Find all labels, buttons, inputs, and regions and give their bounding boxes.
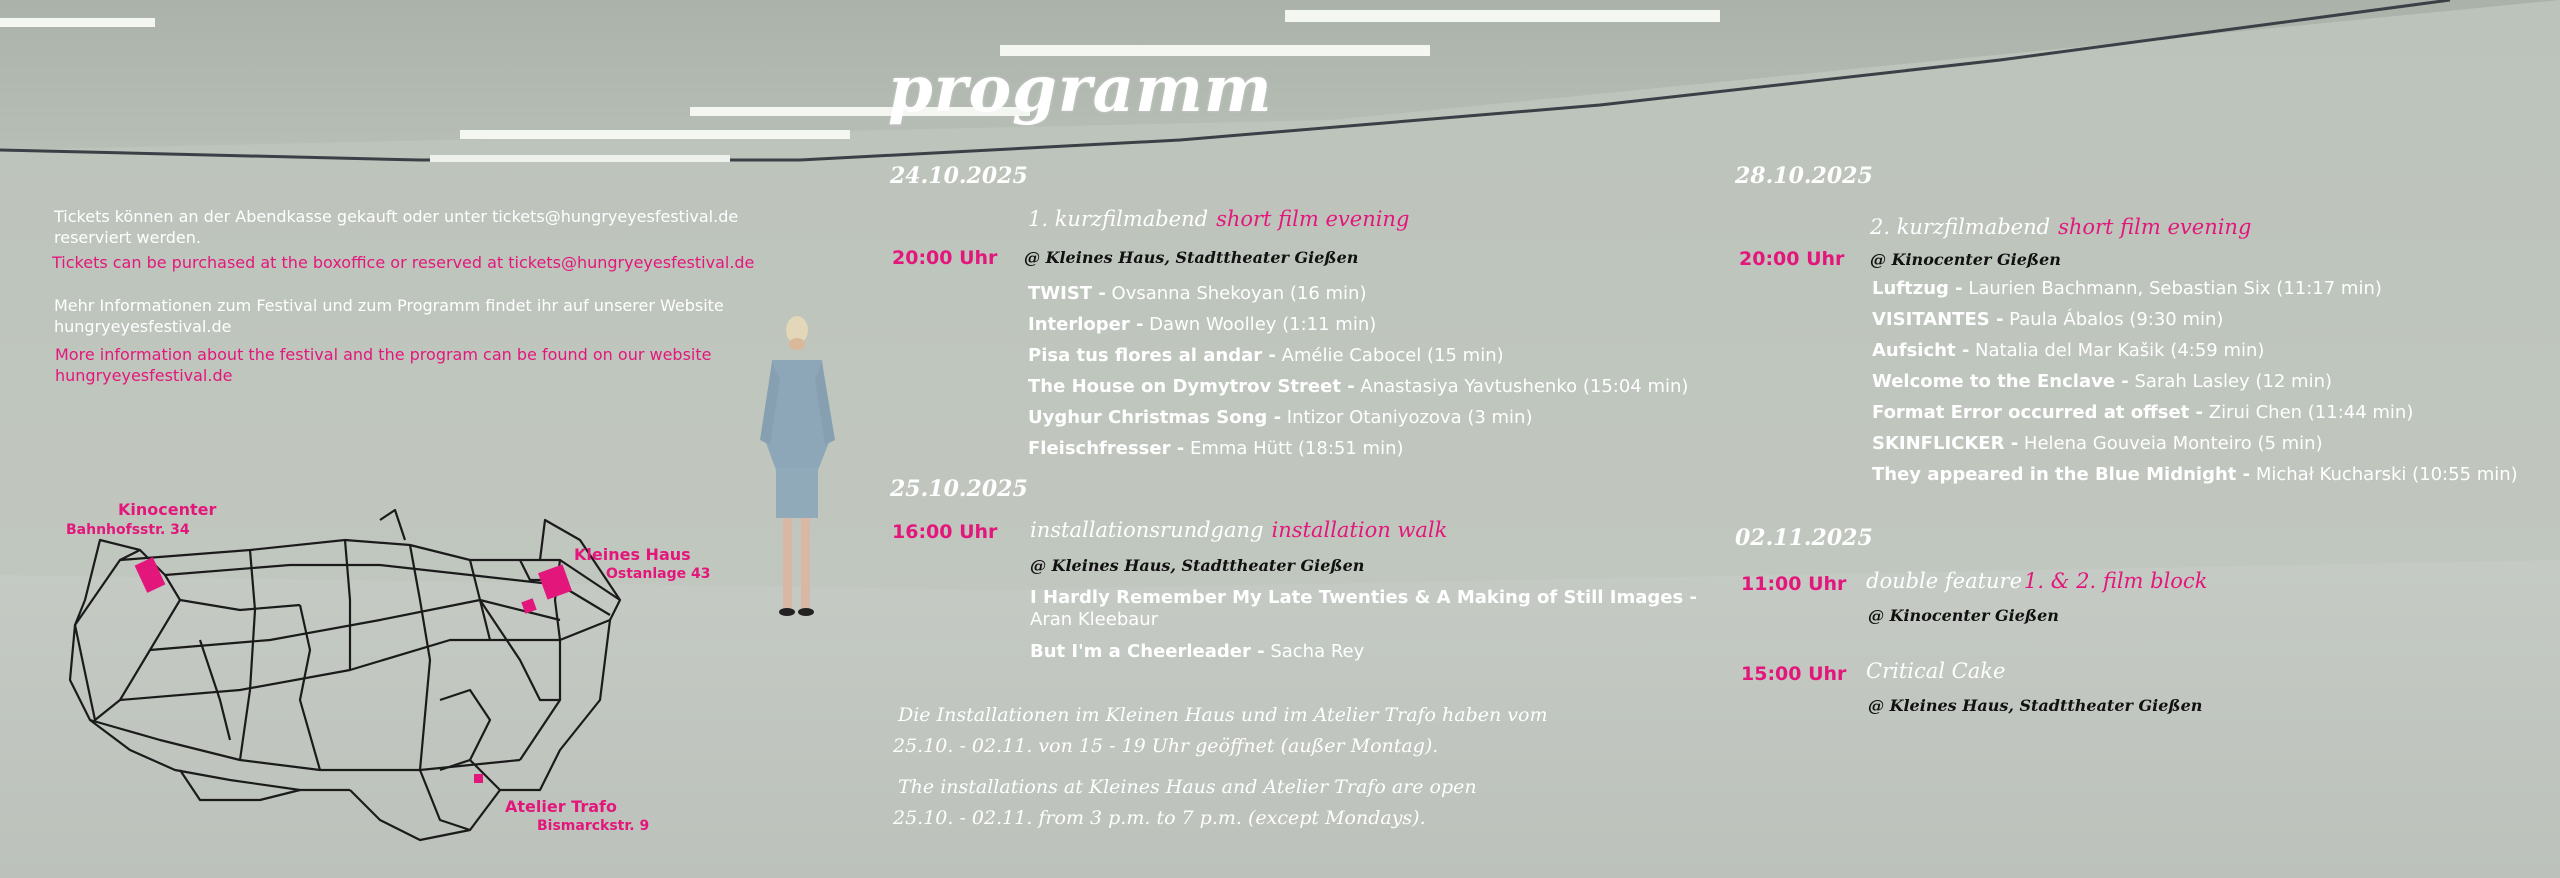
installation-item: But I'm a Cheerleader - Sacha Rey: [1030, 641, 1365, 662]
map-addr-kleines-haus: Ostanlage 43: [606, 566, 711, 582]
film-item: TWIST - Ovsanna Shekoyan (16 min): [1028, 283, 1367, 304]
film-item: They appeared in the Blue Midnight - Michał Kucharski (10:55 min): [1872, 464, 2518, 485]
installation-note-de: [893, 700, 1547, 762]
installation-list-day2: [1030, 587, 1697, 667]
venue-day2: @ Kleines Haus, Stadttheater Gießen: [1030, 556, 1365, 575]
event-title-en: installation walk: [1271, 518, 1448, 542]
event-title-day1: [1028, 207, 1409, 231]
venue-day4-2: @ Kleines Haus, Stadttheater Gießen: [1868, 696, 2203, 715]
note-de-line2: 25.10. - 02.11. von 15 - 19 Uhr geöffnet (außer Montag).: [893, 735, 1439, 757]
time-day4-2: 15:00 Uhr: [1741, 663, 1847, 685]
event-title-en: short film evening: [1216, 207, 1410, 231]
event-title-de: 2. kurzfilmabend: [1870, 215, 2051, 239]
event-title-day3: [1870, 215, 2251, 239]
ticket-info-de: [54, 206, 738, 248]
website-info-en-line1: More information about the festival and the program can be found on our website: [55, 345, 712, 364]
venue-day4-1: @ Kinocenter Gießen: [1868, 606, 2059, 625]
note-de-line1: Die Installationen im Kleinen Haus und im Atelier Trafo haben vom: [898, 704, 1548, 726]
installation-note-en: [893, 772, 1477, 834]
website-link-en[interactable]: hungryeyesfestival.de: [55, 366, 233, 385]
film-item: Uyghur Christmas Song - Intizor Otaniyozova (3 min): [1028, 407, 1533, 428]
ticket-info-de-line2: reserviert werden.: [54, 228, 201, 247]
venue-day1: @ Kleines Haus, Stadttheater Gießen: [1024, 248, 1359, 267]
time-day3: 20:00 Uhr: [1739, 248, 1845, 270]
time-day4-1: 11:00 Uhr: [1741, 573, 1847, 595]
date-day3: 28.10.2025: [1735, 163, 1873, 189]
installation-item: I Hardly Remember My Late Twenties & A Making of Still Images -: [1030, 587, 1697, 608]
note-en-line2: 25.10. - 02.11. from 3 p.m. to 7 p.m. (except Mondays).: [893, 807, 1426, 829]
film-item: Interloper - Dawn Woolley (1:11 min): [1028, 314, 1377, 335]
film-item: Format Error occurred at offset - Zirui Chen (11:44 min): [1872, 402, 2414, 423]
venue-day3: @ Kinocenter Gießen: [1870, 250, 2061, 269]
page-title: programm: [888, 52, 1273, 127]
film-item: SKINFLICKER - Helena Gouveia Monteiro (5 min): [1872, 433, 2323, 454]
website-info-de-line1: Mehr Informationen zum Festival und zum Programm findet ihr auf unserer Website: [54, 296, 724, 315]
map-label-atelier-trafo: Atelier Trafo: [505, 797, 617, 816]
event-title-de: installationsrundgang: [1030, 518, 1264, 542]
film-list-day3: [1872, 273, 2518, 490]
note-en-line1: The installations at Kleines Haus and Atelier Trafo are open: [898, 776, 1477, 798]
film-item: Fleischfresser - Emma Hütt (18:51 min): [1028, 438, 1404, 459]
website-link-de[interactable]: hungryeyesfestival.de: [54, 317, 232, 336]
website-info-en: [55, 344, 711, 386]
film-item: Aufsicht - Natalia del Mar Kašik (4:59 min): [1872, 340, 2265, 361]
event-title-de: double feature: [1866, 569, 2023, 593]
time-day2: 16:00 Uhr: [892, 521, 998, 543]
map-addr-kinocenter: Bahnhofsstr. 34: [66, 522, 190, 538]
map-label-kleines-haus: Kleines Haus: [574, 545, 691, 564]
date-day4: 02.11.2025: [1735, 525, 1873, 551]
map-label-kinocenter: Kinocenter: [118, 500, 217, 519]
date-day1: 24.10.2025: [890, 163, 1028, 189]
film-list-day1: [1028, 278, 1688, 464]
event-title-en: 1. & 2. film block: [2024, 569, 2208, 593]
event-title-day4-2: Critical Cake: [1866, 659, 2006, 683]
date-day2: 25.10.2025: [890, 476, 1028, 502]
website-info-de: [54, 295, 724, 337]
ticket-info-en: Tickets can be purchased at the boxoffice or reserved at tickets@hungryeyesfestival.de: [52, 253, 755, 272]
map-addr-atelier-trafo: Bismarckstr. 9: [537, 818, 650, 834]
film-item: Pisa tus flores al andar - Amélie Cabocel (15 min): [1028, 345, 1504, 366]
event-title-day2: [1030, 518, 1447, 542]
film-item: Luftzug - Laurien Bachmann, Sebastian Six (11:17 min): [1872, 278, 2382, 299]
film-item: The House on Dymytrov Street - Anastasiya Yavtushenko (15:04 min): [1028, 376, 1689, 397]
event-title-day4-1: [1866, 569, 2207, 593]
ticket-info-de-line1: Tickets können an der Abendkasse gekauft oder unter tickets@hungryeyesfestival.de: [54, 207, 739, 226]
event-title-en: short film evening: [2058, 215, 2252, 239]
event-title-de: 1. kurzfilmabend: [1028, 207, 1209, 231]
film-item: VISITANTES - Paula Ábalos (9:30 min): [1872, 309, 2224, 330]
installation-item-artist: Aran Kleebaur: [1030, 609, 1159, 630]
time-day1: 20:00 Uhr: [892, 247, 998, 269]
film-item: Welcome to the Enclave - Sarah Lasley (12 min): [1872, 371, 2333, 392]
